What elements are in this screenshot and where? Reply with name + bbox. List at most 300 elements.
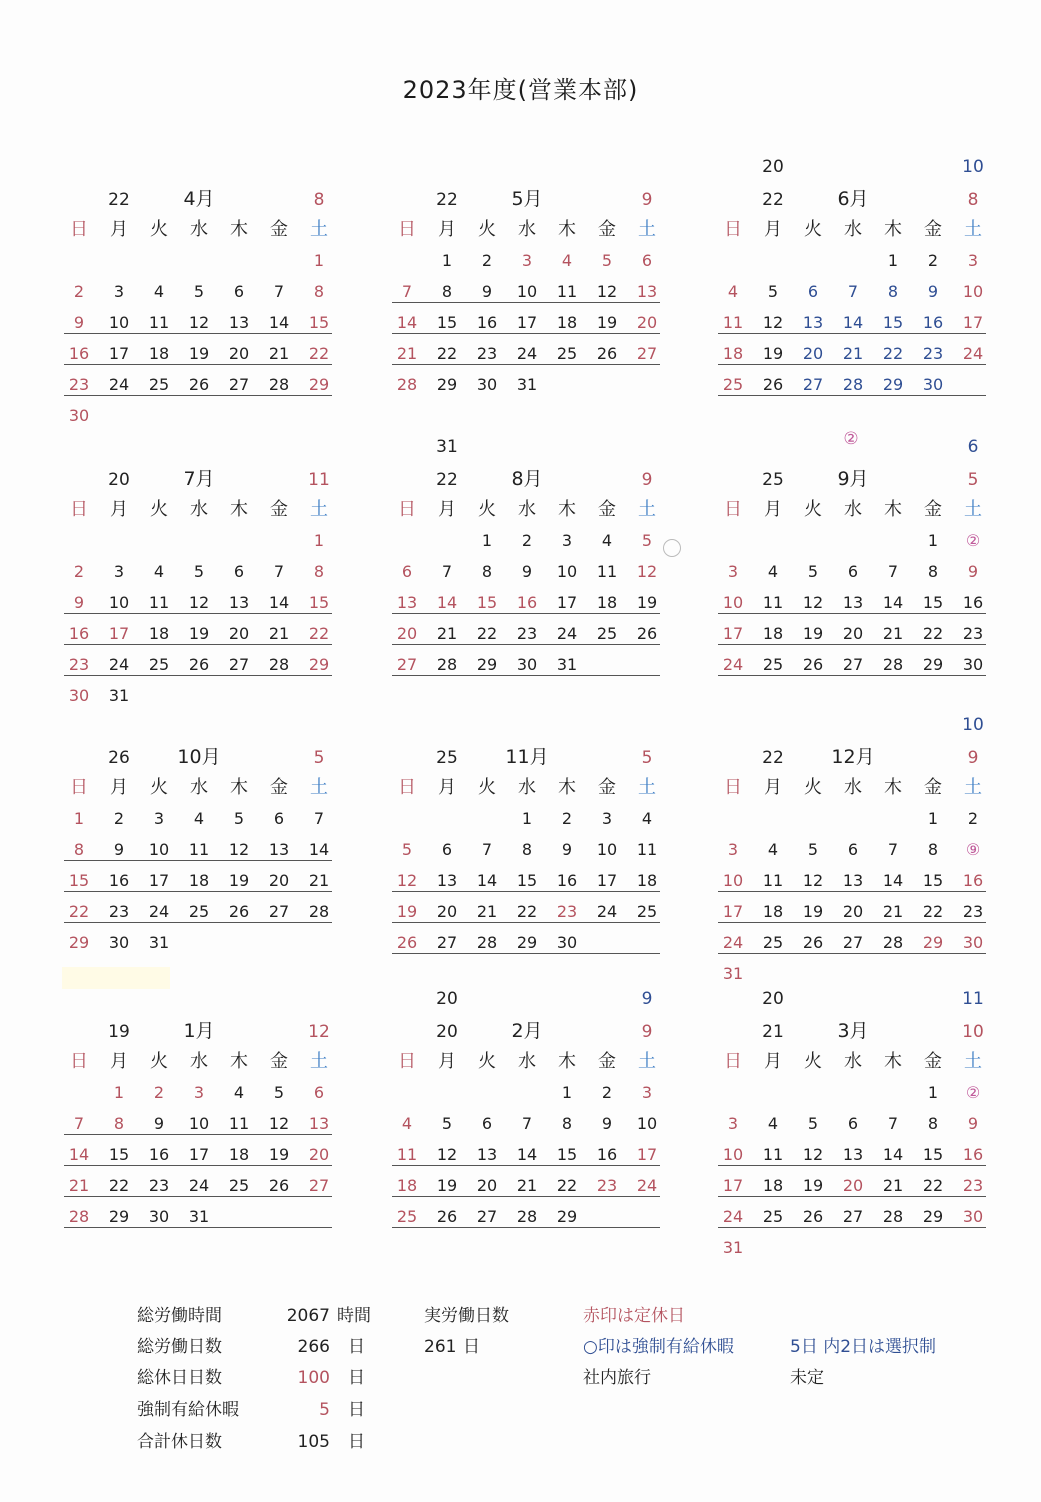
day-cell: 20 [842, 1176, 864, 1195]
day-cell: 4 [153, 282, 165, 301]
day-cell: 26 [436, 1207, 458, 1226]
day-cell: 10 [722, 871, 744, 890]
weekday-header: 月 [764, 1051, 782, 1072]
day-cell: 10 [516, 282, 538, 301]
day-cell: 29 [922, 933, 944, 952]
day-cell: 18 [148, 344, 170, 363]
workday-count: 25 [762, 470, 784, 490]
day-cell: 9 [967, 562, 979, 581]
weekday-header: 金 [598, 777, 616, 798]
day-cell: 22 [882, 344, 904, 363]
weekday-header: 火 [478, 219, 496, 240]
day-cell: 15 [308, 313, 330, 332]
row-underline [718, 333, 986, 334]
day-cell: 26 [188, 655, 210, 674]
month-name: 7月 [183, 468, 215, 490]
weekday-header: 水 [518, 1051, 536, 1072]
day-cell: 12 [188, 593, 210, 612]
day-cell: 28 [476, 933, 498, 952]
day-cell: 3 [601, 809, 613, 828]
day-cell: 22 [308, 624, 330, 643]
day-cell: 9 [73, 313, 85, 332]
day-cell: 19 [228, 871, 250, 890]
total-hours-label: 総労働時間 [137, 1306, 222, 1326]
day-cell: 4 [193, 809, 205, 828]
day-cell: 20 [842, 624, 864, 643]
weekday-header: 火 [150, 777, 168, 798]
day-cell: 12 [762, 313, 784, 332]
day-cell: 30 [516, 655, 538, 674]
day-cell: 29 [922, 655, 944, 674]
day-cell: 18 [396, 1176, 418, 1195]
holiday-count: 9 [641, 470, 653, 490]
day-cell: 6 [847, 840, 859, 859]
day-cell: 16 [476, 313, 498, 332]
day-cell: 17 [722, 902, 744, 921]
weekday-header: 日 [724, 1051, 742, 1072]
day-cell: 11 [722, 313, 744, 332]
weekday-header: 水 [844, 499, 862, 520]
weekday-header: 月 [110, 777, 128, 798]
weekday-header: 月 [438, 499, 456, 520]
day-cell: 19 [802, 1176, 824, 1195]
day-cell: 16 [68, 624, 90, 643]
row-underline [392, 953, 660, 954]
total-off-unit: 日 [348, 1432, 365, 1452]
day-cell: 8 [441, 282, 453, 301]
day-cell: 21 [436, 624, 458, 643]
day-cell: 22 [922, 1176, 944, 1195]
workday-count: 20 [436, 1022, 458, 1042]
day-cell: 13 [636, 282, 658, 301]
weekday-header: 日 [70, 777, 88, 798]
day-cell: 21 [842, 344, 864, 363]
day-cell: 17 [596, 871, 618, 890]
day-cell: 24 [722, 1207, 744, 1226]
day-cell: 7 [887, 840, 899, 859]
day-cell: 13 [228, 593, 250, 612]
day-cell: 26 [268, 1176, 290, 1195]
day-cell: 13 [308, 1114, 330, 1133]
day-cell: 20 [308, 1145, 330, 1164]
day-cell: 2 [521, 531, 533, 550]
top-count-right: 6 [967, 437, 979, 457]
day-cell: 6 [847, 1114, 859, 1133]
weekday-header: 火 [804, 499, 822, 520]
row-underline [64, 333, 332, 334]
month-name: 3月 [837, 1020, 869, 1042]
day-cell: 7 [521, 1114, 533, 1133]
day-cell: 31 [188, 1207, 210, 1226]
day-cell: 10 [722, 1145, 744, 1164]
row-underline [718, 891, 986, 892]
workday-count: 21 [762, 1022, 784, 1042]
day-cell: 15 [436, 313, 458, 332]
day-cell: 27 [802, 375, 824, 394]
day-cell: 2 [113, 809, 125, 828]
day-cell: 11 [762, 593, 784, 612]
day-cell: 21 [882, 1176, 904, 1195]
day-cell: 31 [148, 933, 170, 952]
day-cell: 15 [308, 593, 330, 612]
day-cell: 27 [228, 375, 250, 394]
row-underline [392, 1165, 660, 1166]
month-name: 2月 [511, 1020, 543, 1042]
weekday-header: 金 [598, 499, 616, 520]
month-name: 1月 [183, 1020, 215, 1042]
day-cell: 4 [767, 1114, 779, 1133]
actual-days-unit: 日 [463, 1337, 480, 1357]
day-cell: 20 [802, 344, 824, 363]
top-count-left: 31 [436, 437, 458, 457]
day-cell: 8 [521, 840, 533, 859]
weekday-header: 土 [638, 499, 656, 520]
row-underline [392, 302, 660, 303]
day-cell: 7 [273, 282, 285, 301]
workday-count: 19 [108, 1022, 130, 1042]
workday-count: 22 [436, 190, 458, 210]
day-cell: 8 [887, 282, 899, 301]
day-cell: 31 [722, 1238, 744, 1257]
day-cell: 7 [887, 1114, 899, 1133]
day-cell: 24 [596, 902, 618, 921]
day-cell: 21 [882, 624, 904, 643]
row-underline [64, 1227, 332, 1228]
day-cell: 23 [516, 624, 538, 643]
month-block [64, 190, 334, 490]
row-underline [718, 644, 986, 645]
day-cell: 23 [556, 902, 578, 921]
day-cell: 24 [108, 655, 130, 674]
day-cell: 30 [962, 655, 984, 674]
day-cell: 10 [108, 313, 130, 332]
day-cell: 15 [516, 871, 538, 890]
day-cell: 25 [148, 375, 170, 394]
weekday-header: 木 [558, 219, 576, 240]
weekday-header: 金 [270, 1051, 288, 1072]
day-cell: 22 [68, 902, 90, 921]
day-cell: 3 [193, 1083, 205, 1102]
month-name: 4月 [183, 188, 215, 210]
day-cell: 2 [73, 562, 85, 581]
weekday-header: 水 [190, 777, 208, 798]
day-cell: 6 [233, 562, 245, 581]
day-cell: 19 [268, 1145, 290, 1164]
day-cell: 29 [556, 1207, 578, 1226]
day-cell: 19 [802, 902, 824, 921]
day-cell: 11 [762, 871, 784, 890]
day-cell: 12 [228, 840, 250, 859]
weekday-header: 火 [478, 1051, 496, 1072]
top-count-right: 10 [962, 715, 984, 735]
day-cell: 2 [481, 251, 493, 270]
weekday-header: 金 [598, 219, 616, 240]
day-cell: 18 [148, 624, 170, 643]
day-cell: 19 [762, 344, 784, 363]
day-cell: 26 [802, 1207, 824, 1226]
day-cell: 27 [436, 933, 458, 952]
day-cell: 27 [228, 655, 250, 674]
day-cell: 5 [807, 1114, 819, 1133]
day-cell: 22 [308, 344, 330, 363]
day-cell: 5 [601, 251, 613, 270]
day-cell: 2 [73, 282, 85, 301]
day-cell: 9 [73, 593, 85, 612]
day-cell: 30 [68, 406, 90, 425]
day-cell: 31 [108, 686, 130, 705]
day-cell: 17 [188, 1145, 210, 1164]
day-cell: 23 [68, 375, 90, 394]
weekday-header: 日 [398, 1051, 416, 1072]
workday-count: 25 [436, 748, 458, 768]
day-cell: 30 [68, 686, 90, 705]
weekday-header: 土 [964, 219, 982, 240]
row-underline [392, 1227, 660, 1228]
day-cell: 24 [188, 1176, 210, 1195]
day-cell: 8 [481, 562, 493, 581]
day-cell: 3 [113, 282, 125, 301]
row-underline [64, 922, 332, 923]
day-cell: 20 [228, 624, 250, 643]
day-cell: 1 [481, 531, 493, 550]
month-block [718, 437, 988, 770]
month-name: 10月 [177, 746, 221, 768]
day-cell: 21 [882, 902, 904, 921]
day-cell: 12 [436, 1145, 458, 1164]
day-cell: 25 [762, 933, 784, 952]
day-cell: 20 [636, 313, 658, 332]
weekday-header: 土 [310, 499, 328, 520]
month-block [718, 157, 988, 490]
top-count-right: 9 [641, 989, 653, 1009]
holidays-unit: 日 [348, 1368, 365, 1388]
day-cell: 15 [68, 871, 90, 890]
day-cell: 12 [802, 1145, 824, 1164]
row-underline [718, 395, 986, 396]
day-cell: 24 [722, 655, 744, 674]
day-cell: 10 [108, 593, 130, 612]
circled-note: ② [843, 429, 859, 449]
day-cell: 10 [148, 840, 170, 859]
day-cell: 5 [401, 840, 413, 859]
weekday-header: 火 [150, 499, 168, 520]
day-cell: 16 [516, 593, 538, 612]
row-underline [64, 644, 332, 645]
day-cell: 14 [308, 840, 330, 859]
day-cell: 29 [922, 1207, 944, 1226]
day-cell: 14 [476, 871, 498, 890]
day-cell: 23 [596, 1176, 618, 1195]
day-cell: 21 [476, 902, 498, 921]
day-cell: 28 [68, 1207, 90, 1226]
day-cell: 25 [762, 655, 784, 674]
day-cell: 27 [842, 1207, 864, 1226]
day-cell: 5 [193, 282, 205, 301]
weekday-header: 火 [478, 499, 496, 520]
day-cell: 29 [516, 933, 538, 952]
day-cell: 24 [516, 344, 538, 363]
month-block [392, 437, 662, 770]
month-block [64, 1022, 334, 1322]
month-name: 11月 [505, 746, 549, 768]
day-cell: 1 [113, 1083, 125, 1102]
legend-circle-note: 5日 内2日は選択制 [790, 1337, 937, 1357]
weekday-header: 水 [518, 777, 536, 798]
row-underline [392, 613, 660, 614]
day-cell: 18 [556, 313, 578, 332]
day-cell: 28 [436, 655, 458, 674]
day-cell: 6 [313, 1083, 325, 1102]
weekday-header: 木 [230, 1051, 248, 1072]
weekday-header: 土 [638, 219, 656, 240]
day-cell: 11 [148, 313, 170, 332]
day-cell: 22 [516, 902, 538, 921]
row-underline [392, 891, 660, 892]
day-cell: 6 [641, 251, 653, 270]
day-cell: 14 [842, 313, 864, 332]
holiday-count: 8 [967, 190, 979, 210]
day-cell: 2 [561, 809, 573, 828]
day-cell: 19 [188, 344, 210, 363]
month-name: 12月 [831, 746, 875, 768]
day-cell: 22 [922, 624, 944, 643]
day-cell: 13 [842, 593, 864, 612]
day-cell: 28 [882, 655, 904, 674]
day-cell: 30 [962, 1207, 984, 1226]
day-cell: 14 [882, 871, 904, 890]
forced-leave-value: 5 [319, 1400, 330, 1420]
day-cell: 25 [228, 1176, 250, 1195]
holidays-value: 100 [297, 1368, 330, 1388]
day-cell: 20 [396, 624, 418, 643]
day-cell: 18 [596, 593, 618, 612]
day-cell: 6 [401, 562, 413, 581]
weekday-header: 木 [884, 219, 902, 240]
row-underline [392, 364, 660, 365]
day-cell: 23 [962, 902, 984, 921]
weekday-header: 金 [924, 1051, 942, 1072]
day-cell: 19 [802, 624, 824, 643]
day-cell: 9 [113, 840, 125, 859]
day-cell: 25 [762, 1207, 784, 1226]
work-days-unit: 日 [348, 1337, 365, 1357]
day-cell: 25 [636, 902, 658, 921]
day-cell: 13 [436, 871, 458, 890]
day-cell: 13 [228, 313, 250, 332]
day-cell: 1 [441, 251, 453, 270]
day-cell: 30 [556, 933, 578, 952]
day-cell: 4 [727, 282, 739, 301]
day-cell: 12 [802, 871, 824, 890]
day-cell: 4 [767, 840, 779, 859]
weekday-header: 日 [724, 499, 742, 520]
day-cell: 21 [308, 871, 330, 890]
workday-count: 26 [108, 748, 130, 768]
day-cell: 23 [148, 1176, 170, 1195]
day-cell: 25 [556, 344, 578, 363]
day-cell: 11 [188, 840, 210, 859]
day-cell: 16 [108, 871, 130, 890]
day-cell: 8 [313, 562, 325, 581]
day-cell: 9 [601, 1114, 613, 1133]
day-cell: 11 [762, 1145, 784, 1164]
day-cell: 6 [441, 840, 453, 859]
day-cell: 13 [268, 840, 290, 859]
day-cell: 14 [516, 1145, 538, 1164]
total-hours-unit: 時間 [337, 1306, 371, 1326]
weekday-header: 火 [804, 219, 822, 240]
day-cell: 5 [193, 562, 205, 581]
weekday-header: 金 [270, 219, 288, 240]
total-off-label: 合計休日数 [137, 1432, 222, 1452]
day-cell: 23 [476, 344, 498, 363]
day-cell: 12 [268, 1114, 290, 1133]
day-cell: 14 [436, 593, 458, 612]
day-cell: 5 [273, 1083, 285, 1102]
day-cell: 29 [308, 375, 330, 394]
weekday-header: 金 [924, 219, 942, 240]
weekday-header: 金 [598, 1051, 616, 1072]
day-cell: 26 [636, 624, 658, 643]
work-days-label: 総労働日数 [137, 1337, 222, 1357]
day-cell: 1 [313, 531, 325, 550]
day-cell: 9 [967, 1114, 979, 1133]
day-cell: 7 [847, 282, 859, 301]
workday-count: 22 [108, 190, 130, 210]
day-cell: 17 [516, 313, 538, 332]
day-cell: 26 [802, 933, 824, 952]
top-count-right: 11 [962, 989, 984, 1009]
day-cell: 26 [762, 375, 784, 394]
top-count-left: 20 [762, 157, 784, 177]
day-cell: 19 [636, 593, 658, 612]
weekday-header: 火 [804, 1051, 822, 1072]
weekday-header: 水 [190, 219, 208, 240]
weekday-header: 木 [230, 219, 248, 240]
day-cell: 13 [842, 1145, 864, 1164]
day-cell: 14 [396, 313, 418, 332]
row-underline [718, 922, 986, 923]
month-name: 9月 [837, 468, 869, 490]
day-cell: 16 [962, 871, 984, 890]
day-cell: 29 [436, 375, 458, 394]
day-cell: 27 [268, 902, 290, 921]
row-underline [718, 613, 986, 614]
weekday-header: 日 [398, 499, 416, 520]
work-days-value: 266 [297, 1337, 330, 1357]
day-cell: 3 [727, 1114, 739, 1133]
day-cell: 3 [561, 531, 573, 550]
day-cell: 2 [601, 1083, 613, 1102]
day-cell: 18 [722, 344, 744, 363]
day-cell: 12 [396, 871, 418, 890]
day-cell: 23 [962, 624, 984, 643]
holiday-count: 5 [641, 748, 653, 768]
day-cell: 17 [722, 1176, 744, 1195]
day-cell: 27 [308, 1176, 330, 1195]
day-cell: 23 [962, 1176, 984, 1195]
day-cell: 15 [476, 593, 498, 612]
row-underline [718, 675, 986, 676]
day-cell: 17 [148, 871, 170, 890]
day-cell: 1 [927, 809, 939, 828]
day-cell: 14 [268, 313, 290, 332]
day-cell: 30 [108, 933, 130, 952]
day-cell: 21 [268, 624, 290, 643]
row-underline [718, 1196, 986, 1197]
day-cell: 15 [922, 871, 944, 890]
day-cell: 23 [922, 344, 944, 363]
